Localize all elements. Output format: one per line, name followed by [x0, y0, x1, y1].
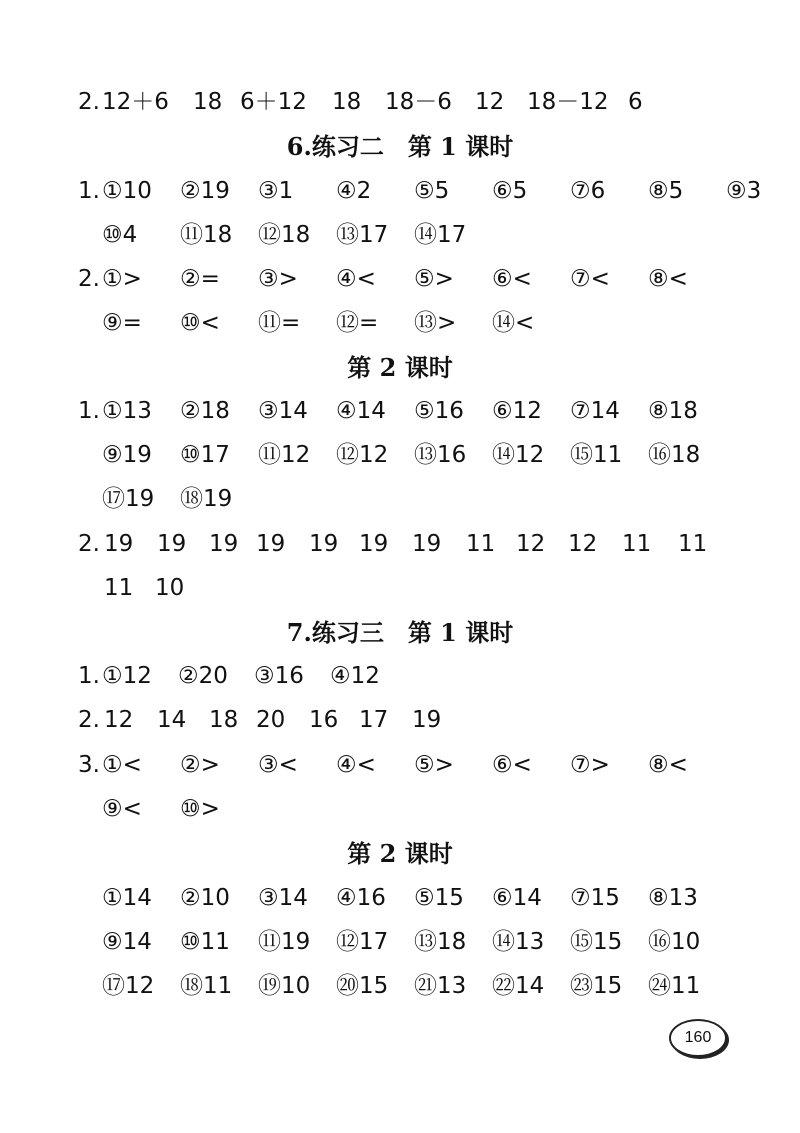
- answer-line: [0, 568, 800, 608]
- answer-item: ⑧<: [648, 266, 688, 292]
- answer-item: ⑪=: [258, 310, 301, 336]
- answer-item: ⑧5: [648, 178, 684, 204]
- answer-item: ④<: [336, 752, 376, 778]
- answer-item: ⑥<: [492, 752, 532, 778]
- answer-item: ⑤>: [414, 266, 454, 292]
- answer-item: ③1: [258, 178, 294, 204]
- answer-item: 11: [678, 531, 708, 557]
- answer-item: ①>: [102, 266, 142, 292]
- answer-line: [0, 215, 800, 255]
- answer-item: 11: [104, 575, 134, 601]
- answer-item: ③<: [258, 752, 298, 778]
- question-number: 1.: [78, 663, 100, 689]
- answer-item: ⑲10: [258, 973, 311, 999]
- section-heading: 6.练习二 第 1 课时: [286, 132, 514, 161]
- answer-line: [0, 391, 800, 431]
- answer-item: 16: [309, 707, 339, 733]
- answer-item: 18: [209, 707, 239, 733]
- answer-item: ⑩<: [180, 310, 220, 336]
- question-number: 2.: [78, 707, 100, 733]
- answer-item: ③14: [258, 398, 308, 424]
- answer-item: ③14: [258, 885, 308, 911]
- answer-line: [0, 171, 800, 211]
- answer-item: ⑱19: [180, 486, 233, 512]
- answer-item: ⑨19: [102, 442, 152, 468]
- answer-line: [0, 82, 800, 122]
- answer-item: ④<: [336, 266, 376, 292]
- answer-item: 11: [622, 531, 652, 557]
- answer-item: 17: [359, 707, 389, 733]
- answer-item: ⑥12: [492, 398, 542, 424]
- answer-line: [0, 745, 800, 785]
- answer-item: ⑨=: [102, 310, 142, 336]
- answer-item: ⑧13: [648, 885, 698, 911]
- answer-item: ㉒14: [492, 973, 545, 999]
- answer-item: ⑪18: [180, 222, 233, 248]
- answer-item: 20: [256, 707, 286, 733]
- answer-item: ⑬>: [414, 310, 457, 336]
- answer-item: ⑤>: [414, 752, 454, 778]
- answer-item: ②20: [178, 663, 228, 689]
- answer-item: 19: [309, 531, 339, 557]
- answer-item: 12: [568, 531, 598, 557]
- answer-item: 6: [628, 89, 643, 115]
- answer-item: ⑫12: [336, 442, 389, 468]
- answer-item: 19: [412, 531, 442, 557]
- answer-item: ㉑13: [414, 973, 467, 999]
- answer-item: ⑭13: [492, 929, 545, 955]
- answer-item: ⑥14: [492, 885, 542, 911]
- answer-item: 19: [157, 531, 187, 557]
- answer-item: ⑥5: [492, 178, 528, 204]
- answer-item: ⑳15: [336, 973, 389, 999]
- answer-item: ⑩17: [180, 442, 230, 468]
- question-number: 3.: [78, 752, 100, 778]
- page-number: 160: [669, 1019, 727, 1057]
- answer-item: ①<: [102, 752, 142, 778]
- answer-item: ⑨3: [726, 178, 762, 204]
- answer-line: [0, 479, 800, 519]
- answer-item: ⑤5: [414, 178, 450, 204]
- answer-item: ⑨14: [102, 929, 152, 955]
- answer-item: ①13: [102, 398, 152, 424]
- answer-item: ①10: [102, 178, 152, 204]
- answer-item: ②19: [180, 178, 230, 204]
- answer-item: ⑱11: [180, 973, 233, 999]
- answer-item: ①14: [102, 885, 152, 911]
- answer-item: ㉓15: [570, 973, 623, 999]
- answer-item: ⑦6: [570, 178, 606, 204]
- answer-item: ⑩>: [180, 796, 220, 822]
- answer-line: [0, 966, 800, 1006]
- section-heading: 第 2 课时: [347, 353, 453, 382]
- answer-item: ⑬17: [336, 222, 389, 248]
- section-heading: 7.练习三 第 1 课时: [286, 618, 514, 647]
- answer-line: [0, 700, 800, 740]
- answer-item: ⑦15: [570, 885, 620, 911]
- answer-item: 19: [209, 531, 239, 557]
- answer-item: ⑬18: [414, 929, 467, 955]
- answer-item: ⑰19: [102, 486, 155, 512]
- section-heading: 第 2 课时: [347, 839, 453, 868]
- answer-item: ④16: [336, 885, 386, 911]
- answer-item: 18: [332, 89, 362, 115]
- answer-item: ⑧<: [648, 752, 688, 778]
- answer-item: ⑪12: [258, 442, 311, 468]
- answer-item: ⑭12: [492, 442, 545, 468]
- answer-item: 10: [155, 575, 185, 601]
- answer-item: ②>: [180, 752, 220, 778]
- answer-item: 12: [516, 531, 546, 557]
- answer-item: ③>: [258, 266, 298, 292]
- answer-item: 19: [104, 531, 134, 557]
- answer-line: [0, 922, 800, 962]
- answer-item: ⑩4: [102, 222, 138, 248]
- answer-line: [0, 656, 800, 696]
- answer-line: [0, 259, 800, 299]
- answer-item: ⑯10: [648, 929, 701, 955]
- answer-item: 19: [412, 707, 442, 733]
- answer-item: ⑰12: [102, 973, 155, 999]
- answer-item: ⑭17: [414, 222, 467, 248]
- answer-item: 12: [475, 89, 505, 115]
- answer-item: ⑦14: [570, 398, 620, 424]
- answer-item: ⑯18: [648, 442, 701, 468]
- answer-item: ⑤16: [414, 398, 464, 424]
- answer-item: 19: [256, 531, 286, 557]
- answer-item: ⑥<: [492, 266, 532, 292]
- answer-item: ⑧18: [648, 398, 698, 424]
- answer-item: ⑫=: [336, 310, 379, 336]
- answer-item: 18－12: [527, 89, 609, 115]
- answer-item: 12＋6: [102, 89, 169, 115]
- answer-item: 14: [157, 707, 187, 733]
- answer-item: 18－6: [385, 89, 452, 115]
- answer-item: ⑮15: [570, 929, 623, 955]
- answer-item: ④2: [336, 178, 372, 204]
- answer-item: ⑭<: [492, 310, 535, 336]
- question-number: 2.: [78, 266, 100, 292]
- answer-item: ①12: [102, 663, 152, 689]
- answer-item: ㉔11: [648, 973, 701, 999]
- answer-item: ⑦<: [570, 266, 610, 292]
- answer-item: ④12: [330, 663, 380, 689]
- answer-item: ⑨<: [102, 796, 142, 822]
- answer-item: ⑩11: [180, 929, 230, 955]
- answer-item: 19: [359, 531, 389, 557]
- answer-line: [0, 435, 800, 475]
- answer-line: [0, 878, 800, 918]
- answer-item: 12: [104, 707, 134, 733]
- answer-item: ⑦>: [570, 752, 610, 778]
- answer-item: ⑤15: [414, 885, 464, 911]
- answer-item: ⑫17: [336, 929, 389, 955]
- answer-item: 11: [466, 531, 496, 557]
- answer-item: 18: [193, 89, 223, 115]
- answer-item: 6＋12: [240, 89, 307, 115]
- answer-item: ⑪19: [258, 929, 311, 955]
- answer-item: ④14: [336, 398, 386, 424]
- answer-item: ⑫18: [258, 222, 311, 248]
- answer-item: ②18: [180, 398, 230, 424]
- question-number: 1.: [78, 178, 100, 204]
- answer-item: ⑬16: [414, 442, 467, 468]
- answer-line: [0, 789, 800, 829]
- question-number: 2.: [78, 89, 100, 115]
- question-number: 2.: [78, 531, 100, 557]
- answer-line: [0, 303, 800, 343]
- answer-item: ⑮11: [570, 442, 623, 468]
- question-number: 1.: [78, 398, 100, 424]
- answer-item: ②10: [180, 885, 230, 911]
- answer-line: [0, 524, 800, 564]
- answer-item: ②=: [180, 266, 220, 292]
- answer-item: ③16: [254, 663, 304, 689]
